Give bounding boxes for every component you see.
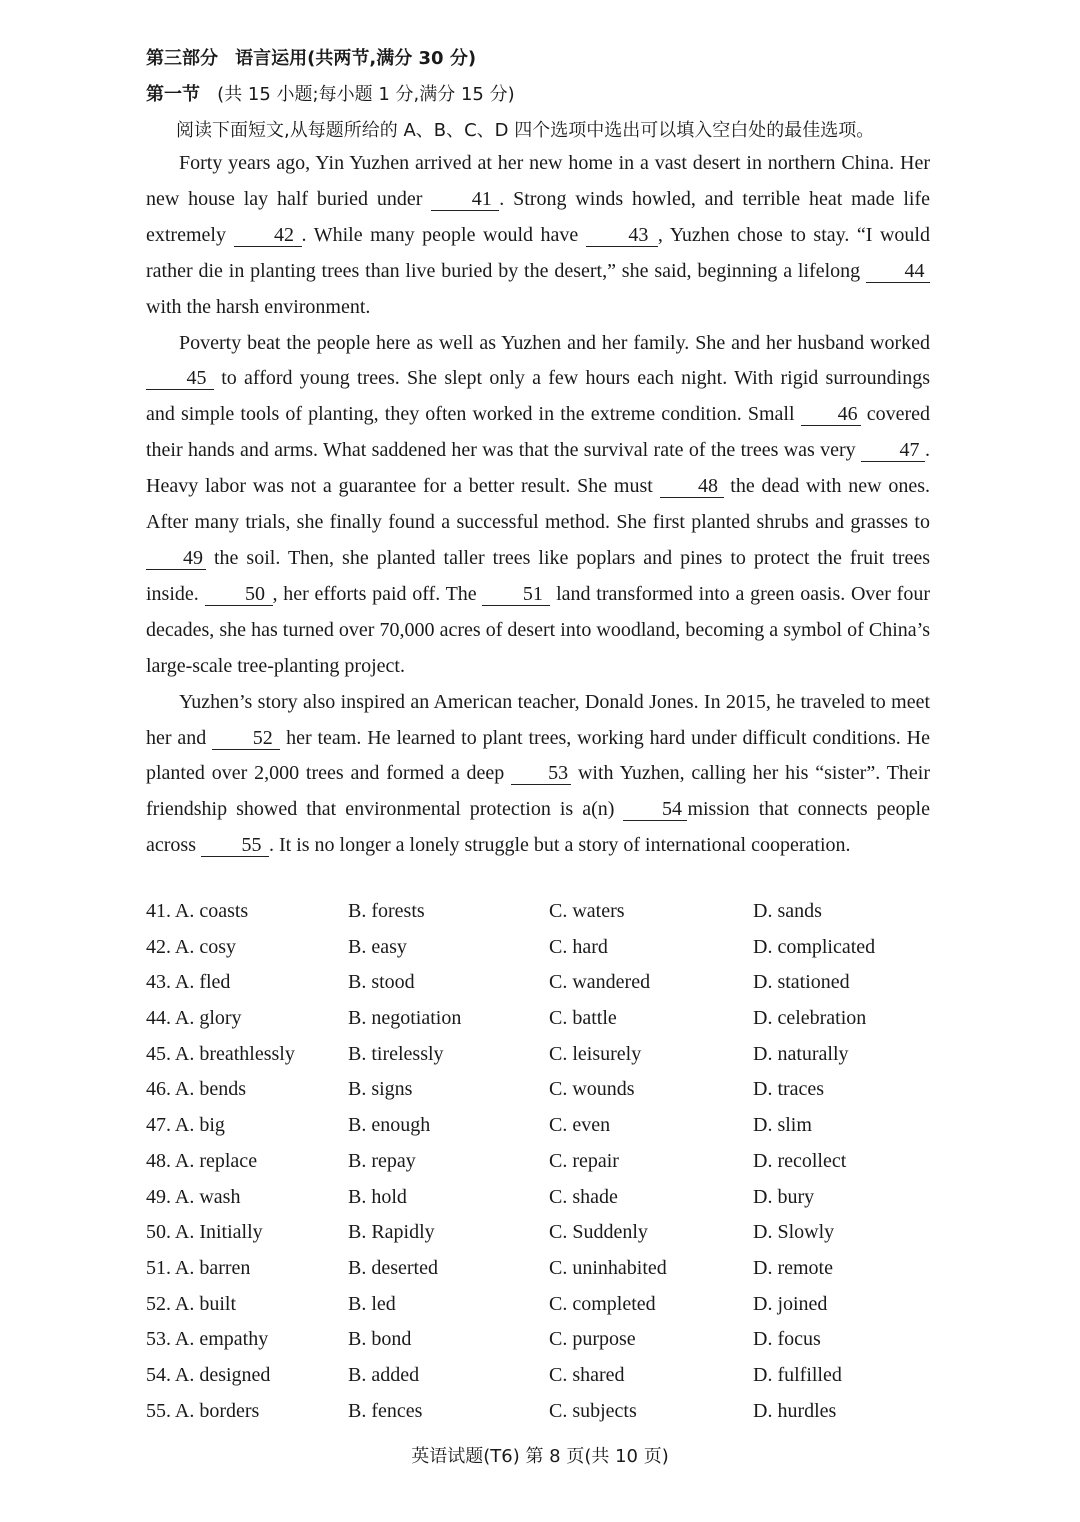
option-a: 55. A. borders xyxy=(146,1399,260,1422)
option-b: B. signs xyxy=(348,1078,413,1101)
option-a: 46. A. bends xyxy=(146,1078,246,1101)
passage-text: land transformed into a green oasis. Over four decades, she has turned over 70,000 acres of desert into woodland, becoming a symbol of China’s large-scale tree-planting project. xyxy=(146,582,930,677)
blank-49: 49 xyxy=(146,547,206,570)
blank-45: 45 xyxy=(146,367,214,390)
option-c: C. Suddenly xyxy=(549,1221,648,1244)
paragraph-3 xyxy=(146,685,930,865)
passage-text: to afford young trees. She slept only a few hours each night. With rigid surroundings and simple tools of planting, they often worked in the extreme condition. Small xyxy=(146,367,930,426)
paragraph-1 xyxy=(146,146,930,326)
option-row-49 xyxy=(146,1186,936,1222)
option-a: 52. A. built xyxy=(146,1292,237,1315)
option-a: 43. A. fled xyxy=(146,971,231,994)
option-row-48 xyxy=(146,1150,936,1186)
option-b: B. enough xyxy=(348,1114,431,1137)
option-c: C. wounds xyxy=(549,1078,635,1101)
passage-text: . Heavy labor was not a guarantee for a better result. She must xyxy=(146,439,930,498)
option-d: D. remote xyxy=(753,1256,833,1279)
passage-text: mission that connects people across xyxy=(146,798,930,857)
option-a: 41. A. coasts xyxy=(146,900,249,922)
part-heading xyxy=(146,44,476,70)
option-a: 42. A. cosy xyxy=(146,935,236,958)
blank-51: 51 xyxy=(482,583,550,606)
blank-55: 55 xyxy=(201,834,269,857)
paragraph-2 xyxy=(146,326,930,685)
blank-41: 41 xyxy=(431,188,499,211)
option-row-51 xyxy=(146,1257,936,1293)
option-d: D. focus xyxy=(753,1328,821,1351)
option-c: C. battle xyxy=(549,1007,617,1030)
passage-text: . While many people would have xyxy=(301,223,586,246)
blank-44: 44 xyxy=(866,260,930,283)
option-d: D. traces xyxy=(753,1078,825,1101)
option-b: B. bond xyxy=(348,1328,412,1351)
passage-text: Forty years ago, Yin Yuzhen arrived at her new home in a vast desert in northern China. Her new house lay half buried under xyxy=(146,152,930,210)
blank-50: 50 xyxy=(205,583,273,606)
option-a: 54. A. designed xyxy=(146,1363,271,1386)
option-d: D. complicated xyxy=(753,935,876,958)
blank-42: 42 xyxy=(234,224,302,247)
passage-text: with Yuzhen, calling her his “sister”. Their friendship showed that environmental protection is a(n) xyxy=(146,762,931,821)
option-a: 50. A. Initially xyxy=(146,1221,263,1244)
option-row-47 xyxy=(146,1114,936,1150)
passage-text: the soil. Then, she planted taller trees like poplars and pines to protect the fruit trees inside. xyxy=(146,546,930,605)
option-a: 51. A. barren xyxy=(146,1256,251,1279)
option-d: D. joined xyxy=(753,1292,828,1315)
passage-text: with the harsh environment. xyxy=(146,295,371,318)
option-row-52 xyxy=(146,1293,936,1329)
option-row-42 xyxy=(146,936,936,972)
cloze-passage xyxy=(146,146,930,864)
page-footer: 英语试题(T6) 第 8 页(共 10 页) xyxy=(411,1446,669,1467)
option-row-46 xyxy=(146,1078,936,1114)
option-c: C. wandered xyxy=(549,971,651,994)
passage-text: , her efforts paid off. The xyxy=(272,582,483,605)
passage-text: Poverty beat the people here as well as Yuzhen and her family. She and her husband worked xyxy=(179,331,930,354)
option-row-53 xyxy=(146,1328,936,1364)
option-b: B. Rapidly xyxy=(348,1221,435,1244)
option-c: C. repair xyxy=(549,1149,619,1172)
passage-text: the dead with new ones. After many trials, she finally found a successful method. She first planted shrubs and grasses to xyxy=(146,475,930,534)
passage-text: Yuzhen’s story also inspired an American teacher, Donald Jones. In 2015, he traveled to meet her and xyxy=(146,690,930,749)
option-row-54 xyxy=(146,1364,936,1400)
option-d: D. celebration xyxy=(753,1007,867,1030)
option-d: D. stationed xyxy=(753,971,850,994)
option-a: 49. A. wash xyxy=(146,1185,241,1208)
option-d: D. Slowly xyxy=(753,1221,835,1244)
blank-48: 48 xyxy=(660,475,724,498)
passage-text: covered their hands and arms. What saddened her was that the survival rate of the trees was very xyxy=(146,403,930,462)
option-b: B. added xyxy=(348,1363,420,1386)
blank-47: 47 xyxy=(861,439,925,462)
option-b: B. stood xyxy=(348,971,415,994)
option-b: B. repay xyxy=(348,1149,416,1172)
option-b: B. negotiation xyxy=(348,1007,462,1030)
option-d: D. naturally xyxy=(753,1042,849,1065)
option-b: B. easy xyxy=(348,935,407,958)
instruction: 阅读下面短文,从每题所给的 A、B、C、D 四个选项中选出可以填入空白处的最佳选项。 xyxy=(176,120,875,141)
option-d: D. slim xyxy=(753,1114,812,1137)
answer-options xyxy=(146,900,936,1435)
passage-text: . It is no longer a lonely struggle but a story of international cooperation. xyxy=(268,834,851,857)
option-d: D. sands xyxy=(753,900,822,922)
option-row-43 xyxy=(146,971,936,1007)
option-row-50 xyxy=(146,1221,936,1257)
option-c: C. completed xyxy=(549,1292,656,1315)
option-row-55 xyxy=(146,1400,936,1436)
option-c: C. shared xyxy=(549,1363,625,1386)
option-d: D. recollect xyxy=(753,1149,847,1172)
section-subtitle: (共 15 小题;每小题 1 分,满分 15 分) xyxy=(217,84,515,105)
option-b: B. tirelessly xyxy=(348,1042,444,1065)
option-a: 53. A. empathy xyxy=(146,1328,269,1351)
option-b: B. hold xyxy=(348,1185,407,1208)
part-subtitle: 语言运用(共两节,满分 30 分) xyxy=(235,48,477,69)
blank-46: 46 xyxy=(801,403,861,426)
option-d: D. bury xyxy=(753,1185,815,1208)
passage-text: . Strong winds howled, and terrible heat made life extremely xyxy=(146,187,930,246)
option-b: B. forests xyxy=(348,900,425,922)
option-d: D. fulfilled xyxy=(753,1363,842,1386)
option-a: 48. A. replace xyxy=(146,1149,258,1172)
blank-53: 53 xyxy=(511,762,571,785)
blank-54: 54 xyxy=(623,798,687,821)
option-b: B. deserted xyxy=(348,1256,438,1279)
option-b: B. fences xyxy=(348,1399,423,1422)
option-c: C. subjects xyxy=(549,1399,637,1422)
option-c: C. even xyxy=(549,1114,611,1137)
blank-52: 52 xyxy=(212,727,280,750)
option-c: C. uninhabited xyxy=(549,1256,667,1279)
option-c: C. waters xyxy=(549,900,625,922)
option-c: C. shade xyxy=(549,1185,618,1208)
section-heading xyxy=(146,80,515,106)
option-row-45 xyxy=(146,1043,936,1079)
passage-text: , Yuzhen chose to stay. “I would rather die in planting trees than live buried by the desert,” she said, beginning a lifelong xyxy=(146,223,930,282)
option-c: C. leisurely xyxy=(549,1042,642,1065)
option-row-44 xyxy=(146,1007,936,1043)
option-d: D. hurdles xyxy=(753,1399,837,1422)
option-b: B. led xyxy=(348,1292,396,1315)
section-title: 第一节 xyxy=(146,84,200,105)
option-a: 44. A. glory xyxy=(146,1007,242,1030)
option-c: C. hard xyxy=(549,935,608,958)
option-a: 47. A. big xyxy=(146,1114,225,1137)
option-row-41 xyxy=(146,900,936,936)
passage-text: her team. He learned to plant trees, working hard under difficult conditions. He planted over 2,000 trees and formed a deep xyxy=(146,726,930,785)
option-a: 45. A. breathlessly xyxy=(146,1042,295,1065)
blank-43: 43 xyxy=(586,224,658,247)
part-title: 第三部分 xyxy=(146,48,218,69)
option-c: C. purpose xyxy=(549,1328,636,1351)
